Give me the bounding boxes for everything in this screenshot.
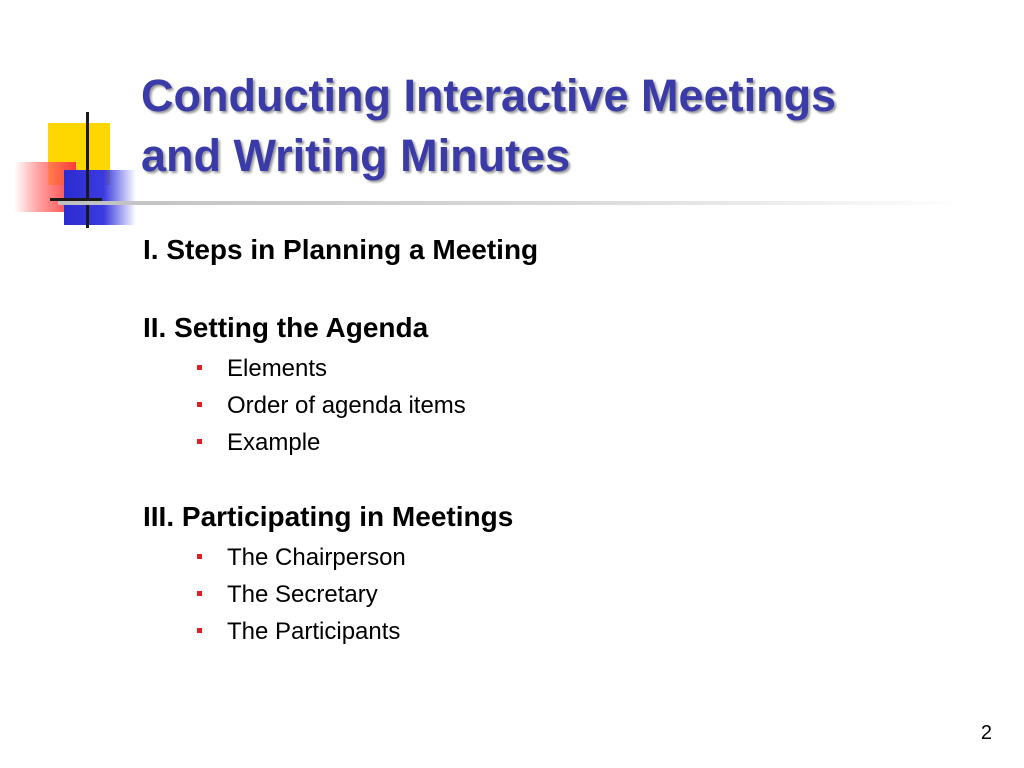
list-item-label: The Secretary xyxy=(227,581,378,608)
list-item-label: Example xyxy=(227,429,321,456)
square-bullet-icon xyxy=(197,439,202,444)
vertical-line xyxy=(86,112,89,228)
square-bullet-icon xyxy=(197,591,202,596)
square-bullet-icon xyxy=(197,628,202,633)
section-participating xyxy=(143,495,963,650)
section-heading: II. Setting the Agenda xyxy=(143,312,429,343)
bullet-list xyxy=(143,539,963,650)
list-item-label: Order of agenda items xyxy=(227,392,466,419)
list-item-label: The Participants xyxy=(227,618,401,645)
list-item-label: The Chairperson xyxy=(227,544,406,571)
list-item xyxy=(143,387,963,424)
list-item xyxy=(143,539,963,576)
section-heading: I. Steps in Planning a Meeting xyxy=(143,234,539,265)
bullet-list xyxy=(143,350,963,461)
section-agenda xyxy=(143,306,963,461)
slide-title-line1: Conducting Interactive Meetings xyxy=(141,70,837,121)
square-bullet-icon xyxy=(197,365,202,370)
slide-title xyxy=(141,66,1001,186)
title-divider xyxy=(58,201,968,205)
slide-title-line2: and Writing Minutes xyxy=(141,130,571,181)
square-bullet-icon xyxy=(197,402,202,407)
section-heading: III. Participating in Meetings xyxy=(143,501,514,532)
list-item-label: Elements xyxy=(227,355,328,382)
page-number: 2 xyxy=(980,722,992,744)
list-item xyxy=(143,350,963,387)
square-bullet-icon xyxy=(197,554,202,559)
slide-content xyxy=(143,228,963,650)
section-planning xyxy=(143,228,963,272)
list-item xyxy=(143,613,963,650)
list-item xyxy=(143,424,963,461)
list-item xyxy=(143,576,963,613)
